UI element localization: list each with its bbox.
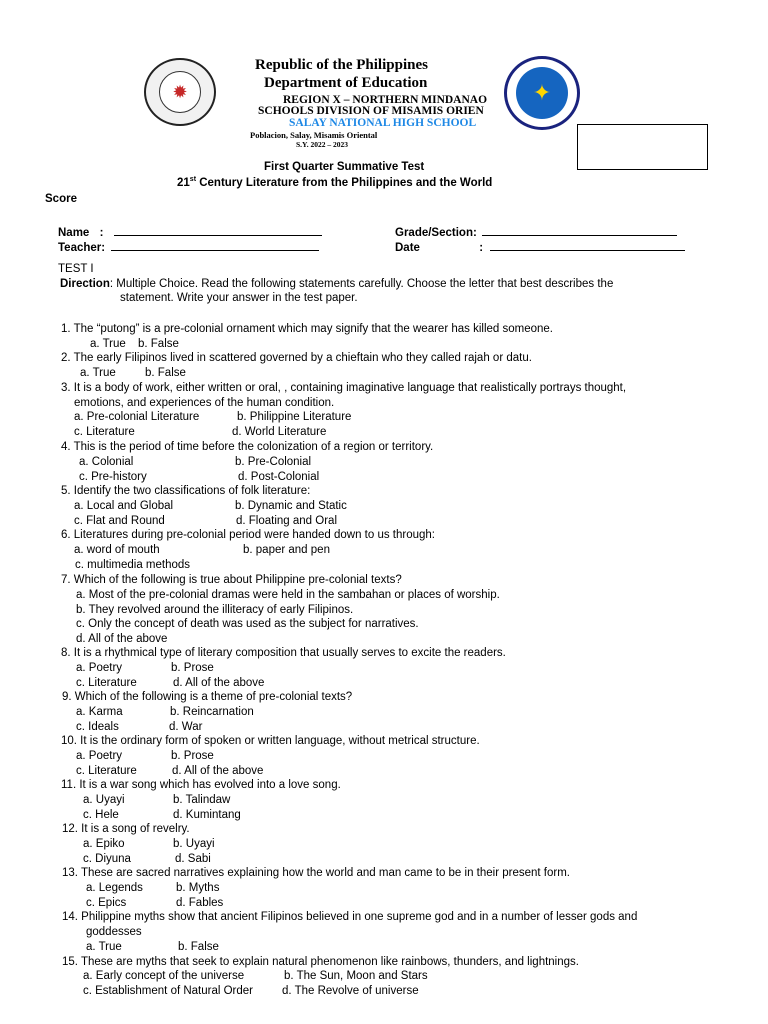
answer-choice: b. Reincarnation [170, 706, 254, 718]
answer-choice: c. Epics [86, 896, 127, 909]
score-label: Score [45, 193, 77, 205]
direction [60, 278, 613, 290]
torch-icon: ✹ [159, 71, 201, 113]
question-text: 5. Identify the two classifications of folk literature: [61, 485, 311, 497]
test-title: First Quarter Summative Test [264, 161, 425, 173]
lamp-icon: ✦ [516, 67, 568, 119]
section-label: TEST I [58, 263, 94, 275]
answer-choice: b. False [145, 367, 186, 379]
answer-choice: c. multimedia methods [75, 558, 191, 571]
answer-choice: a. Poetry [76, 750, 123, 762]
name-input-line[interactable] [114, 224, 322, 236]
answer-choice: a. Most of the pre-colonial dramas were held in the sambahan or places of worship. [76, 589, 500, 601]
answer-choice: a. Legends [86, 882, 143, 894]
teacher-label: Teacher: [58, 242, 106, 254]
answer-choice: b. Talindaw [173, 794, 231, 806]
question-text: 1. The “putong” is a pre-colonial ornament which may signify that the wearer has killed someone. [61, 323, 553, 335]
question-text-continued: emotions, and experiences of the human condition. [74, 396, 335, 409]
answer-choice: c. Diyuna [83, 852, 131, 865]
answer-choice: b. Uyayi [173, 838, 215, 850]
answer-choice: c. Establishment of Natural Order [83, 984, 254, 997]
answer-choice: d. Post-Colonial [238, 470, 320, 483]
answer-choice: b. Dynamic and Static [235, 500, 347, 512]
question-text: 14. Philippine myths show that ancient Filipinos believed in one supreme god and in a number of lesser gods and [62, 911, 638, 923]
answer-choice: d. All of the above [172, 764, 264, 777]
grade-label: Grade/Section: [395, 227, 477, 239]
answer-choice: a. Poetry [76, 662, 123, 674]
direction-label: Direction [60, 278, 110, 290]
answer-choice: c. Ideals [76, 720, 119, 733]
question-text: 13. These are sacred narratives explaining how the world and man came to be in their present form. [62, 867, 570, 879]
answer-choice: c. Hele [83, 808, 119, 821]
subtitle-number: 21 [177, 176, 190, 189]
answer-choice: a. Pre-colonial Literature [74, 411, 200, 423]
grade-field [395, 224, 677, 239]
question-text-continued: goddesses [86, 925, 142, 938]
name-field [58, 224, 322, 239]
answer-choice: b. Myths [176, 882, 220, 894]
answer-choice: b. Philippine Literature [237, 411, 352, 423]
question-text: 12. It is a song of revelry. [62, 823, 190, 835]
answer-choice: b. Prose [171, 750, 214, 762]
answer-choice: d. War [169, 720, 203, 733]
answer-choice: a. True [90, 338, 126, 350]
answer-choice: a. Local and Global [74, 500, 174, 512]
answer-choice: a. Colonial [79, 456, 134, 468]
answer-choice: c. Literature [74, 425, 135, 438]
answer-choice: d. Floating and Oral [236, 514, 338, 527]
answer-choice: d. All of the above [173, 676, 265, 689]
answer-choice: d. Fables [176, 896, 224, 909]
header-republic: Republic of the Philippines [255, 57, 428, 73]
question-text: 9. Which of the following is a theme of pre-colonial texts? [62, 691, 353, 703]
header-department: Department of Education [264, 75, 428, 91]
direction-text-2: statement. Write your answer in the test paper. [120, 292, 358, 304]
grade-input-line[interactable] [482, 224, 677, 236]
question-text: 15. These are myths that seek to explain natural phenomenon like rainbows, thunders, and lightnings. [62, 956, 579, 968]
direction-text: : Multiple Choice. Read the following statements carefully. Choose the letter that best describes the [109, 278, 614, 290]
deped-seal-logo [504, 56, 580, 130]
answer-choice: b. False [138, 338, 179, 350]
answer-choice: a. Uyayi [83, 794, 125, 806]
date-input-line[interactable] [490, 239, 685, 251]
answer-choice: a. True [80, 367, 116, 379]
answer-choice: b. They revolved around the illiteracy of early Filipinos. [76, 603, 354, 616]
answer-choice: a. Epiko [83, 838, 125, 850]
date-label: Date [395, 242, 420, 254]
question-text: 6. Literatures during pre-colonial period were handed down to us through: [61, 529, 435, 541]
answer-choice: a. word of mouth [74, 544, 160, 556]
answer-choice: a. Karma [76, 706, 123, 718]
answer-choice: d. Sabi [175, 852, 211, 865]
score-box[interactable] [577, 124, 708, 170]
question-text: 11. It is a war song which has evolved into a love song. [61, 779, 341, 791]
question-text: 7. Which of the following is true about Philippine pre-colonial texts? [61, 574, 402, 586]
answer-choice: a. True [86, 941, 122, 953]
answer-choice: d. World Literature [232, 425, 327, 438]
answer-choice: d. Kumintang [173, 808, 241, 821]
school-year: S.Y. 2022 – 2023 [296, 140, 349, 149]
answer-choice: c. Literature [76, 676, 137, 689]
answer-choice: c. Pre-history [79, 470, 147, 483]
answer-choice: a. Early concept of the universe [83, 970, 245, 982]
question-text: 8. It is a rhythmical type of literary composition that usually serves to excite the readers. [61, 647, 506, 659]
school-name: SALAY NATIONAL HIGH SCHOOL [289, 117, 477, 129]
question-text: 4. This is the period of time before the colonization of a region or territory. [61, 441, 434, 453]
teacher-input-line[interactable] [111, 239, 319, 251]
subtitle-rest: Century Literature from the Philippines and the World [196, 176, 493, 189]
teacher-field [58, 239, 319, 254]
answer-choice: c. Flat and Round [74, 514, 165, 527]
school-address: Poblacion, Salay, Misamis Oriental [250, 130, 378, 140]
header-division: SCHOOLS DIVISION OF MISAMIS ORIEN [258, 105, 484, 117]
question-text: 3. It is a body of work, either written or oral, , containing imaginative language that realistically portrays thought, [61, 382, 627, 394]
subtitle-sup: st [189, 176, 197, 183]
name-label: Name [58, 227, 90, 239]
test-subtitle [177, 176, 492, 189]
answer-choice: b. Pre-Colonial [235, 456, 312, 468]
answer-choice: c. Only the concept of death was used as the subject for narratives. [76, 618, 419, 631]
date-colon: : [479, 242, 484, 254]
answer-choice: b. Prose [171, 662, 214, 674]
question-text: 10. It is the ordinary form of spoken or written language, without metrical structure. [61, 735, 480, 747]
answer-choice: b. The Sun, Moon and Stars [284, 970, 428, 982]
answer-choice: b. paper and pen [243, 544, 330, 556]
answer-choice: b. False [178, 941, 219, 953]
answer-choice: d. The Revolve of universe [282, 984, 419, 997]
answer-choice: d. All of the above [76, 633, 168, 646]
name-colon: : [99, 227, 104, 239]
header-region: REGION X – NORTHERN MINDANAO [283, 94, 488, 106]
date-field [395, 239, 685, 254]
answer-choice: c. Literature [76, 764, 137, 777]
question-text: 2. The early Filipinos lived in scattered governed by a chieftain who they called rajah or datu. [61, 352, 532, 364]
school-seal-logo [144, 58, 216, 126]
